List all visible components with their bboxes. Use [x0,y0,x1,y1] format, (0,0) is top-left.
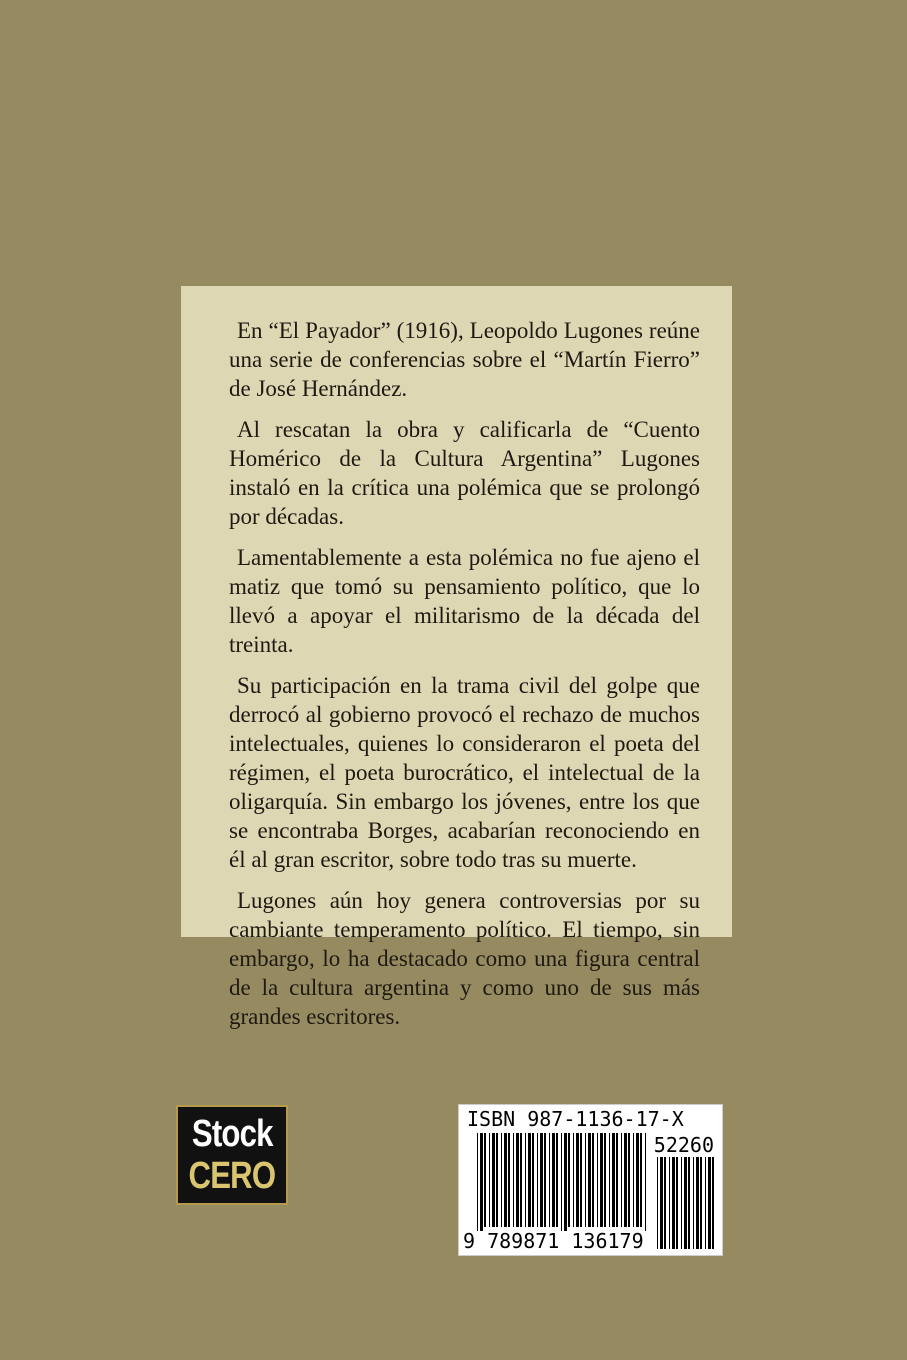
barcode-bar [532,1133,534,1227]
barcode-bar [508,1133,510,1227]
isbn-label: ISBN 987-1136-17-X [467,1107,684,1131]
barcode-bar [609,1133,610,1227]
barcode-bar [513,1133,514,1227]
barcode-bar [597,1133,598,1227]
barcode-bar [492,1133,495,1227]
barcode-bar [544,1133,546,1227]
barcode-bar [564,1133,567,1231]
barcode-bar [588,1133,591,1227]
blurb-paragraph-2: Al rescatan la obra y calificarla de “Cuento Homérico de la Cultura Argentina” Lugones instaló en la crítica una polémica que se prolongó por décadas. [229,417,700,529]
barcode-bar [573,1133,574,1227]
blurb-paragraph-1: En “El Payador” (1916), Leopoldo Lugones reúne una serie de conferencias sobre el “Martín Fierro” de José Hernández. [229,318,700,401]
barcode-bar [489,1133,490,1227]
logo-line-cero: CERO [188,1155,276,1197]
barcode-bar [676,1157,678,1249]
barcode-bar [660,1157,663,1249]
barcode-bar [592,1133,594,1227]
barcode-bar [501,1133,502,1227]
barcode-bar [696,1157,699,1249]
price-code: 52260 [653,1133,714,1157]
barcode-bar [633,1133,634,1227]
publisher-logo [176,1105,288,1205]
barcode-bar [540,1133,543,1227]
barcode-bar [693,1157,694,1249]
barcode-bar [484,1133,486,1227]
barcode-bar [712,1157,714,1249]
barcode-bar [640,1133,642,1227]
barcode-bar [504,1133,507,1227]
barcode-bar [672,1157,675,1249]
isbn-barcode [458,1104,723,1256]
barcode-bar [612,1133,615,1227]
barcode-bar [700,1157,702,1249]
barcode-bar [684,1157,687,1249]
barcode-bar [604,1133,606,1227]
barcode-bar [528,1133,531,1227]
barcode-bar [616,1133,618,1227]
barcode-bar [480,1133,483,1231]
barcode-bar [681,1157,682,1249]
barcode-bar [561,1133,562,1231]
barcode-bar [624,1133,627,1227]
barcode-bar [708,1157,711,1249]
barcode-bar [628,1133,630,1227]
blurb-panel [181,286,732,1029]
barcode-bar [477,1133,478,1231]
barcode-bar [576,1133,579,1227]
barcode-bar [520,1133,522,1227]
barcode-bar [552,1133,555,1227]
blurb-paragraph-3: Lamentablemente a esta polémica no fue ajeno el matiz que tomó su pensamiento político, que lo llevó a apoyar el militarismo de la década del treinta. [229,545,700,657]
ean-number: 9 789871 136179 [463,1229,644,1253]
barcode-bar [688,1157,690,1249]
barcode-bar [636,1133,639,1227]
barcode-bar [568,1133,570,1227]
barcode-bar [705,1157,706,1249]
barcode-bar [669,1157,670,1249]
logo-line-stock: Stock [191,1113,273,1155]
barcode-bar [537,1133,538,1227]
barcode-main-bars [477,1133,649,1231]
barcode-bar [549,1133,550,1227]
barcode-bar [621,1133,622,1227]
barcode-bar [645,1133,646,1231]
barcode-bar [516,1133,519,1227]
barcode-bar [664,1157,666,1249]
barcode-bar [525,1133,526,1227]
barcode-bar [496,1133,498,1227]
blurb-paragraph-5: Lugones aún hoy genera controversias por su cambiante temperamento político. El tiempo, sin embargo, lo ha destacado como una figura central de la cultura argentina y como uno de sus más grandes escritores. [229,888,700,1029]
blurb-paragraph-4: Su participación en la trama civil del golpe que derrocó al gobierno provocó el rechazo de muchos intelectuales, quienes lo consideraron el poeta del régimen, el poeta burocrático, el intelectual de la oligarquía. Sin embargo los jóvenes, entre los que se encontraba Borges, acabarían reconociendo en él al gran escritor, sobre todo tras su muerte. [229,673,700,872]
barcode-bar [556,1133,558,1227]
barcode-bar [600,1133,603,1227]
barcode-bar [580,1133,582,1227]
barcode-bar [657,1157,658,1249]
barcode-bar [585,1133,586,1227]
barcode-addon-bars [657,1157,717,1249]
